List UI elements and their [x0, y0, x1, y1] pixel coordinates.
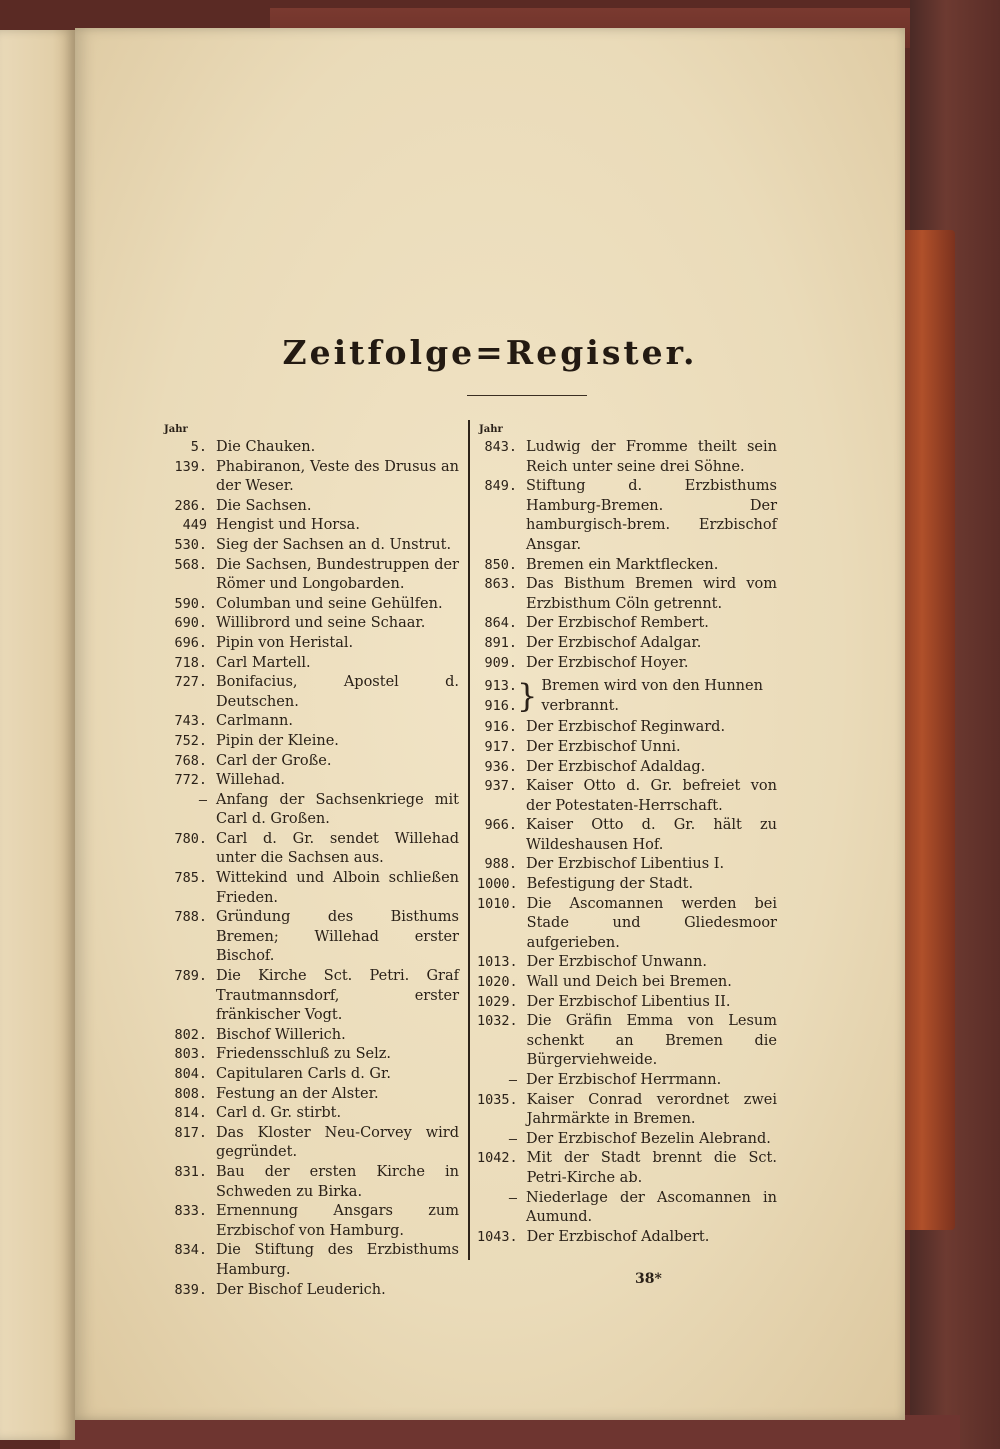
entry-text: Das Kloster Neu-Corvey wird gegründet.	[216, 1124, 459, 1161]
register-entry	[477, 1130, 777, 1150]
register-entry	[477, 855, 777, 875]
register-entry	[171, 614, 459, 634]
register-entry	[477, 738, 777, 758]
entry-year: 1013.	[477, 954, 518, 971]
entry-text: Willehad.	[216, 772, 286, 789]
entry-year: 139.	[174, 458, 207, 475]
entry-year: —	[198, 791, 207, 808]
register-entry	[477, 875, 777, 895]
entry-year: 788.	[174, 909, 207, 926]
register-entry	[171, 1163, 459, 1202]
entry-text: Festung an der Alster.	[216, 1085, 379, 1102]
register-entry	[477, 575, 777, 614]
entry-year: 863.	[484, 576, 517, 593]
register-entry	[171, 712, 459, 732]
entry-text: Der Erzbischof Libentius II.	[526, 993, 731, 1010]
entry-text: Der Erzbischof Adaldag.	[526, 758, 706, 775]
entry-text: Kaiser Otto d. Gr. befreiet von der Potestaten-Herrschaft.	[526, 778, 777, 814]
entry-year: 839.	[174, 1281, 207, 1298]
entry-year: 772.	[174, 772, 207, 789]
register-entry	[171, 1124, 459, 1163]
register-entry	[171, 869, 459, 908]
title-rule	[467, 395, 587, 396]
entry-text: Der Erzbischof Libentius I.	[526, 856, 725, 873]
entry-text: Der Erzbischof Herrmann.	[526, 1072, 722, 1088]
register-entry	[171, 1281, 459, 1301]
entry-year: 780.	[174, 830, 207, 847]
entry-text: Der Erzbischof Bezelin Alebrand.	[526, 1130, 771, 1147]
right-column	[477, 438, 777, 1247]
register-entry	[171, 1202, 459, 1241]
entry-year: 843.	[484, 439, 517, 455]
entry-year: 789.	[174, 968, 207, 985]
entry-year: 817.	[174, 1124, 207, 1141]
register-entry	[477, 1071, 777, 1091]
entry-text: Hengist und Horsa.	[216, 517, 360, 534]
bracket-year-from: 913.	[484, 678, 517, 695]
register-entry	[477, 1012, 777, 1071]
entry-year: 1042.	[477, 1150, 518, 1167]
entry-text: Die Gräfin Emma von Lesum schenkt an Bremen die Bürgerviehweide.	[526, 1013, 777, 1069]
register-entry	[477, 654, 777, 674]
entry-text: Die Kirche Sct. Petri. Graf Trautmannsdorf, erster fränkischer Vogt.	[216, 968, 459, 1024]
entry-year: 1043.	[477, 1228, 518, 1245]
entry-text: Carl d. Gr. sendet Willehad unter die Sachsen aus.	[216, 830, 459, 867]
entry-year: 590.	[174, 595, 207, 612]
entry-year: 718.	[174, 654, 207, 671]
register-entry	[477, 556, 777, 576]
entry-text: Das Bisthum Bremen wird vom Erzbisthum Cöln getrennt.	[526, 576, 777, 612]
register-entry	[477, 777, 777, 816]
entry-text: Bremen ein Marktflecken.	[526, 556, 719, 573]
entry-text: Gründung des Bisthums Bremen; Willehad erster Bischof.	[216, 909, 459, 965]
register-entry	[477, 895, 777, 954]
entry-year: 917.	[484, 738, 517, 755]
entry-year: 1000.	[477, 876, 518, 893]
entry-year: 752.	[174, 732, 207, 749]
bracket-entry	[477, 677, 777, 716]
cover-cloth-strip	[900, 230, 955, 1230]
register-entry	[171, 673, 459, 712]
register-entry	[477, 477, 777, 555]
entry-text: Der Bischof Leuderich.	[216, 1281, 386, 1298]
entry-text: Ernennung Ansgars zum Erzbischof von Hamburg.	[216, 1203, 459, 1239]
entry-year: 803.	[174, 1046, 207, 1063]
entry-text: Capitularen Carls d. Gr.	[216, 1066, 391, 1082]
register-entry	[171, 1241, 459, 1280]
entry-year: 834.	[174, 1242, 207, 1259]
register-entry	[171, 1026, 459, 1046]
entry-text: Die Sachsen, Bundestruppen der Römer und Longobarden.	[216, 556, 459, 593]
entry-text: Die Chauken.	[216, 439, 316, 455]
entry-text: Der Erzbischof Adalgar.	[526, 634, 702, 651]
entry-year: 1010.	[477, 895, 518, 912]
register-entry	[477, 993, 777, 1013]
entry-year: 5.	[190, 439, 207, 455]
book-page	[75, 28, 905, 1420]
register-entry	[477, 953, 777, 973]
register-entry	[171, 752, 459, 772]
entry-text: Der Erzbischof Unwann.	[526, 954, 707, 971]
entry-year: 936.	[484, 758, 517, 775]
register-entry	[171, 536, 459, 556]
register-entry	[477, 973, 777, 993]
register-entry	[477, 1228, 777, 1248]
entry-year: 690.	[174, 615, 207, 632]
entry-year: 831.	[174, 1163, 207, 1180]
entry-text: Der Erzbischof Rembert.	[526, 615, 709, 632]
entry-year: 568.	[174, 556, 207, 573]
register-entry	[171, 516, 459, 536]
register-entry	[477, 718, 777, 738]
entry-year: 802.	[174, 1026, 207, 1043]
register-entry	[477, 438, 777, 477]
entry-text: Carlmann.	[216, 713, 293, 730]
register-entry	[171, 1045, 459, 1065]
entry-year: 937.	[484, 778, 517, 795]
register-entry	[477, 634, 777, 654]
register-entry	[171, 1085, 459, 1105]
entry-year: 727.	[174, 674, 207, 691]
entry-year: 696.	[174, 634, 207, 651]
bracket-entry-text: Bremen wird von den Hunnen verbrannt.	[541, 678, 763, 714]
entry-text: Wittekind und Alboin schließen Frieden.	[216, 870, 459, 906]
register-entry	[477, 614, 777, 634]
column-divider	[468, 420, 470, 1260]
entry-text: Pipin von Heristal.	[216, 634, 354, 651]
register-entry	[171, 967, 459, 1026]
entry-year: 909.	[484, 654, 517, 671]
register-entry	[171, 556, 459, 595]
entry-year: —	[508, 1072, 517, 1088]
entry-year: 916.	[484, 719, 517, 736]
register-entry	[477, 1149, 777, 1188]
entry-year: 1020.	[477, 974, 518, 991]
entry-year: 1029.	[477, 993, 518, 1010]
entry-year: —	[508, 1130, 517, 1147]
entry-text: Der Erzbischof Hoyer.	[526, 654, 689, 671]
entry-year: 449	[182, 517, 207, 534]
entry-text: Sieg der Sachsen an d. Unstrut.	[216, 536, 452, 553]
entry-year: —	[508, 1189, 517, 1206]
entry-text: Die Stiftung des Erzbisthums Hamburg.	[216, 1242, 459, 1278]
entry-text: Friedensschluß zu Selz.	[216, 1046, 392, 1063]
entry-text: Carl Martell.	[216, 654, 311, 671]
register-entry	[171, 1104, 459, 1124]
left-column-header: Jahr	[164, 424, 188, 435]
entry-year: 849.	[484, 478, 517, 495]
entry-year: 743.	[174, 713, 207, 730]
register-entry	[477, 1091, 777, 1130]
register-entry	[477, 758, 777, 778]
register-entry	[171, 458, 459, 497]
left-column	[171, 438, 459, 1300]
entry-year: 1035.	[477, 1091, 518, 1108]
entry-text: Pipin der Kleine.	[216, 732, 339, 749]
entry-text: Columban und seine Gehülfen.	[216, 595, 443, 612]
entry-year: 988.	[484, 856, 517, 873]
curly-brace: }	[517, 677, 538, 716]
register-entry	[171, 438, 459, 458]
entry-year: 1032.	[477, 1013, 518, 1030]
entry-text: Carl der Große.	[216, 752, 332, 769]
bracket-year-to: 916.	[484, 697, 517, 714]
folio-signature: 38*	[635, 1271, 662, 1287]
register-entry	[171, 771, 459, 791]
register-entry	[171, 1065, 459, 1085]
entry-year: 891.	[484, 634, 517, 651]
entry-year: 530.	[174, 536, 207, 553]
entry-year: 864.	[484, 615, 517, 632]
entry-text: Stiftung d. Erzbisthums Hamburg-Bremen. Der hamburgisch-brem. Erzbischof Ansgar.	[526, 478, 777, 553]
entry-text: Der Erzbischof Adalbert.	[526, 1228, 710, 1245]
register-entry	[171, 791, 459, 830]
register-entry	[171, 830, 459, 869]
entry-text: Phabiranon, Veste des Drusus an der Weser.	[216, 458, 459, 495]
entry-text: Der Erzbischof Reginward.	[526, 719, 726, 736]
register-entry	[171, 654, 459, 674]
entry-year: 768.	[174, 752, 207, 769]
entry-year: 814.	[174, 1105, 207, 1122]
entry-text: Der Erzbischof Unni.	[526, 738, 681, 755]
register-entry	[171, 732, 459, 752]
entry-text: Niederlage der Ascomannen in Aumund.	[526, 1189, 777, 1226]
entry-text: Ludwig der Fromme theilt sein Reich unter seine drei Söhne.	[526, 439, 777, 475]
entry-text: Kaiser Otto d. Gr. hält zu Wildeshausen Hof.	[526, 817, 777, 853]
register-entry	[171, 634, 459, 654]
entry-year: 850.	[484, 556, 517, 573]
page-title: Zeitfolge=Register.	[282, 333, 698, 372]
entry-year: 286.	[174, 497, 207, 514]
entry-text: Willibrord und seine Schaar.	[216, 615, 426, 632]
entry-text: Die Ascomannen werden bei Stade und Gliedesmoor aufgerieben.	[526, 895, 777, 951]
register-entry	[477, 816, 777, 855]
entry-text: Bau der ersten Kirche in Schweden zu Birka.	[216, 1163, 459, 1200]
entry-year: 833.	[174, 1203, 207, 1220]
entry-text: Anfang der Sachsenkriege mit Carl d. Großen.	[216, 791, 459, 828]
entry-text: Mit der Stadt brennt die Sct. Petri-Kirche ab.	[526, 1150, 777, 1186]
right-column-header: Jahr	[479, 424, 503, 435]
entry-text: Befestigung der Stadt.	[526, 876, 694, 893]
entry-year: 804.	[174, 1066, 207, 1082]
entry-text: Bischof Willerich.	[216, 1026, 346, 1043]
register-entry	[171, 908, 459, 967]
register-entry	[171, 595, 459, 615]
entry-year: 785.	[174, 870, 207, 887]
entry-year: 808.	[174, 1085, 207, 1102]
book-cover-bottom	[60, 1415, 960, 1449]
entry-year: 966.	[484, 817, 517, 834]
entry-text: Die Sachsen.	[216, 497, 312, 514]
register-entry	[477, 1189, 777, 1228]
entry-text: Wall und Deich bei Bremen.	[526, 974, 732, 991]
entry-text: Kaiser Conrad verordnet zwei Jahrmärkte in Bremen.	[526, 1091, 777, 1128]
entry-text: Carl d. Gr. stirbt.	[216, 1105, 342, 1122]
register-entry	[171, 497, 459, 517]
facing-page-edge	[0, 30, 75, 1440]
entry-text: Bonifacius, Apostel d. Deutschen.	[216, 674, 459, 710]
